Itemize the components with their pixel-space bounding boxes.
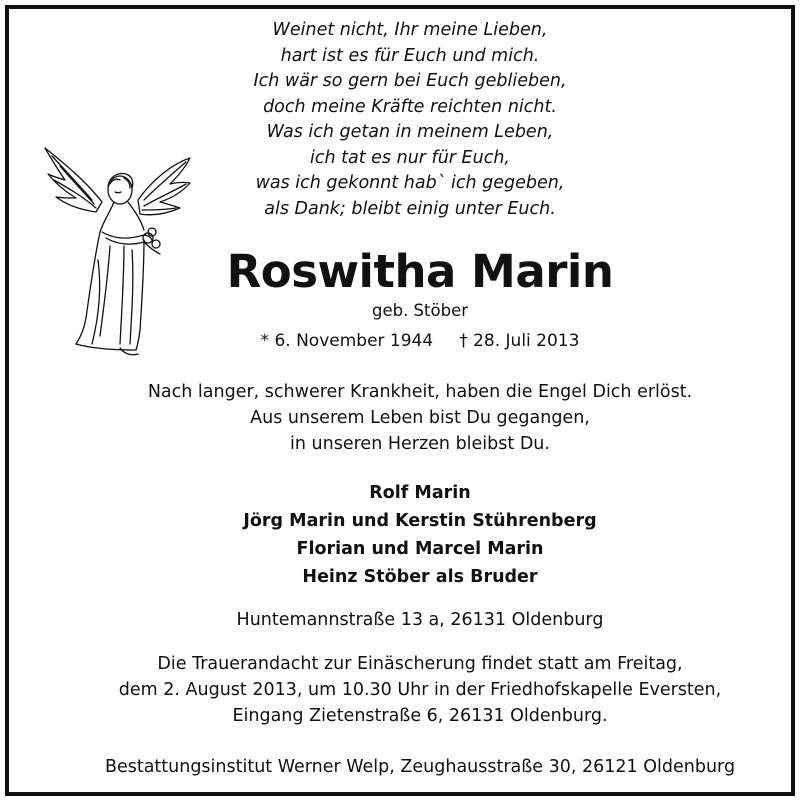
poem-line: Weinet nicht, Ihr meine Lieben,: [272, 20, 548, 40]
verse-line: in unseren Herzen bleibst Du.: [290, 434, 550, 454]
poem-line: was ich gekonnt hab` ich gegeben,: [255, 173, 565, 193]
poem-line: als Dank; bleibt einig unter Euch.: [264, 198, 556, 219]
birth-date: * 6. November 1944: [260, 331, 434, 351]
mourner-name: Rolf Marin: [369, 483, 471, 503]
poem-line: Ich wär so gern bei Euch geblieben,: [253, 71, 567, 91]
service-line: Eingang Zietenstraße 6, 26131 Oldenburg.: [232, 706, 608, 726]
poem: [160, 18, 660, 222]
undertaker-line: Bestattungsinstitut Werner Welp, Zeughausstraße 30, 26121 Oldenburg: [104, 757, 736, 777]
service-line: dem 2. August 2013, um 10.30 Uhr in der Friedhofskapelle Eversten,: [118, 680, 722, 700]
deceased-name: Roswitha Marin: [226, 245, 614, 298]
poem-line: Was ich getan in meinem Leben,: [266, 122, 554, 142]
mourners-list: [150, 479, 690, 591]
poem-line: hart ist es für Euch und mich.: [280, 45, 540, 66]
mourner-name: Florian und Marcel Marin: [296, 539, 544, 559]
poem-line: doch meine Kräfte reichten nicht.: [263, 96, 557, 117]
life-dates: [200, 329, 640, 353]
poem-line: ich tat es nur für Euch,: [310, 147, 510, 168]
death-date: † 28. Juli 2013: [459, 331, 580, 351]
mourner-name: Jörg Marin und Kerstin Stührenberg: [243, 511, 597, 531]
mourner-name: Heinz Stöber als Bruder: [302, 567, 538, 587]
maiden-name: geb. Stöber: [371, 301, 469, 320]
family-address: Huntemannstraße 13 a, 26131 Oldenburg: [236, 610, 604, 630]
verse-line: Nach langer, schwerer Krankheit, haben die Engel Dich erlöst.: [147, 382, 693, 402]
service-info: [60, 651, 780, 729]
farewell-verse: [60, 379, 780, 457]
verse-line: Aus unserem Leben bist Du gegangen,: [250, 408, 590, 428]
service-line: Die Trauerandacht zur Einäscherung findet statt am Freitag,: [157, 654, 683, 674]
